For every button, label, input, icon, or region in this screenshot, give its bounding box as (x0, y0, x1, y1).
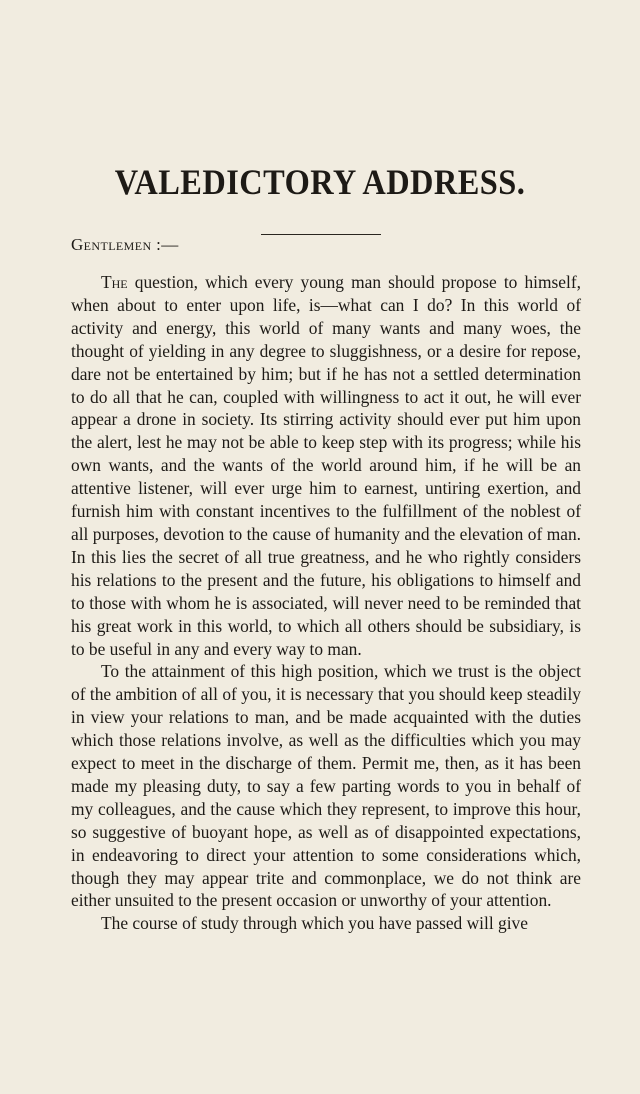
paragraph-1-lead-word: The (101, 272, 128, 292)
salutation: Gentlemen :— (71, 235, 179, 254)
paragraph-2: To the attainment of this high position, which we trust is the object of the ambition of all of you, it is necessary that you should keep steadily in view your relations to man, and be made acquainted with the duties which those relations involve, as well as the difficulties which you may expect to meet in the discharge of them. Permit me, then, as it has been made my pleasing duty, to say a few parting words to you in behalf of my colleagues, and the cause which they represent, to improve this hour, so suggestive of buoyant hope, as well as of disappointed expectations, in endeavoring to direct your attention to some considerations which, though they may appear trite and commonplace, we do not think are either unsuited to the present occasion or unworthy of your attention. (71, 661, 581, 911)
paragraph-1 (71, 271, 581, 660)
body-text (71, 271, 581, 935)
paragraph-3: The course of study through which you have passed will give (101, 913, 528, 934)
paragraph-1-text: question, which every young man should propose to himself, when about to enter upon life, is—what can I do? In this world of activity and energy, this world of many wants and many woes, the thought of yielding in any degree to sluggishness, or a desire for repose, dare not be entertained by him; but if he has not a settled determination to do all that he can, coupled with willingness to act it out, he will ever appear a drone in society. Its stirring activity should ever put him upon the alert, lest he may not be able to keep step with its progress; while his own wants, and the wants of the world around him, if he will be an attentive listener, will ever urge him to earnest, untiring exertion, and furnish him with constant incentives to the fulfillment of the noblest of all purposes, devotion to the cause of humanity and the elevation of man. In this lies the secret of all true greatness, and he who rightly considers his relations to the present and the future, his obligations to himself and to those with whom he is associated, will never need to be reminded that his great work in this world, to which all others should be subsidiary, is to be useful in any and every way to man. (71, 272, 581, 659)
title-divider-rule (261, 234, 381, 235)
page-title: VALEDICTORY ADDRESS. (114, 162, 526, 202)
